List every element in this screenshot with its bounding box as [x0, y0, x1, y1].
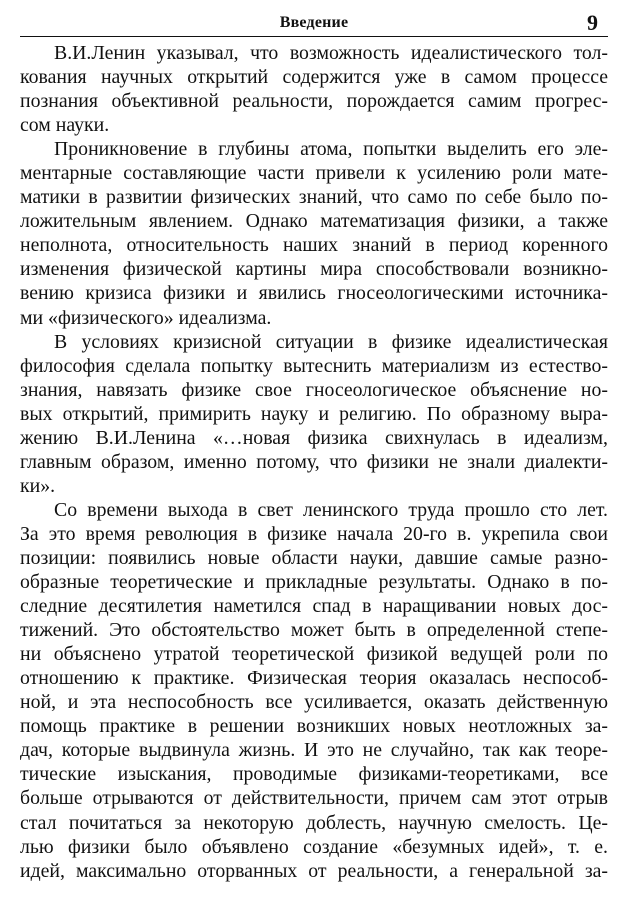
text-line: жению В.И.Ленина «…новая физика свихнулась в идеализм,	[20, 426, 608, 449]
text-line: вению кризиса физики и явились гносеологическими источника-	[20, 282, 608, 305]
text-line: Со времени выхода в свет ленинского труда прошло сто лет.	[54, 498, 608, 521]
text-line: ки».	[20, 474, 56, 497]
text-line: познания объективной реальности, порождается самим прогрес-	[20, 90, 608, 113]
text-line: знания, навязать физике свое гносеологическое объяснение но-	[20, 378, 608, 401]
text-line: следние десятилетия наметился спад в наращивании новых дос-	[20, 595, 608, 618]
text-line: неполнота, относительность наших знаний в период коренного	[20, 234, 608, 257]
text-line: ми «физического» идеализма.	[20, 306, 272, 329]
text-line: идей, максимально оторванных от реальности, а генеральной за-	[20, 859, 608, 882]
text-line: За это время революция в физике начала 20-го в. укрепила свои	[20, 522, 608, 545]
text-line: вых открытий, примирить науку и религию. По образному выра-	[20, 402, 608, 425]
text-line: образные теоретические и прикладные результаты. Однако в по-	[20, 571, 608, 594]
text-line: ложительным явлением. Однако математизация физики, а также	[20, 210, 608, 233]
text-line: кования научных открытий содержится уже в самом процессе	[20, 66, 608, 89]
running-header	[20, 8, 608, 37]
text-line: помощь практике в решении возникших новых неотложных за-	[20, 715, 608, 738]
text-line: философия сделала попытку вытеснить материализм из естество-	[20, 354, 608, 377]
text-line: В условиях кризисной ситуации в физике идеалистическая	[54, 330, 608, 353]
text-line: ной, и эта неспособность все усиливается, оказать действенную	[20, 691, 608, 714]
text-line: тижений. Это обстоятельство может быть в определенной степе-	[20, 619, 608, 642]
text-line: ни объяснено утратой теоретической физикой ведущей роли по	[20, 643, 608, 666]
paragraph	[20, 498, 608, 883]
text-line: главным образом, именно потому, что физики не знали диалекти-	[20, 450, 608, 473]
text-line: больше отрываются от действительности, причем сам этот отрыв	[20, 787, 608, 810]
text-line: В.И.Ленин указывал, что возможность идеалистического тол-	[54, 42, 608, 64]
text-line: отношению к практике. Физическая теория оказалась неспособ-	[20, 667, 608, 690]
text-line: Проникновение в глубины атома, попытки выделить его эле-	[54, 138, 608, 161]
body-text	[20, 41, 608, 883]
text-line: изменения физической картины мира способствовали возникно-	[20, 258, 608, 281]
text-line: стал почитаться за некоторую доблесть, научную смелость. Це-	[20, 811, 608, 834]
text-line: ментарные составляющие части привели к усилению роли мате-	[20, 162, 608, 185]
running-title: Введение	[279, 14, 349, 31]
paragraph	[20, 41, 608, 137]
page-number: 9	[587, 10, 598, 35]
text-line: матики в развитии физических знаний, что само по себе было по-	[20, 186, 608, 209]
paragraph	[20, 330, 608, 498]
text-line: лью физики было объявлено создание «безумных идей», т. е.	[20, 835, 608, 858]
text-line: сом науки.	[20, 114, 110, 137]
text-line: тические изыскания, проводимые физиками-теоретиками, все	[20, 763, 608, 786]
text-line: позиции: появились новые области науки, давшие самые разно-	[20, 546, 608, 569]
text-line: дач, которые выдвинула жизнь. И это не случайно, так как теоре-	[20, 739, 608, 762]
paragraph	[20, 137, 608, 329]
